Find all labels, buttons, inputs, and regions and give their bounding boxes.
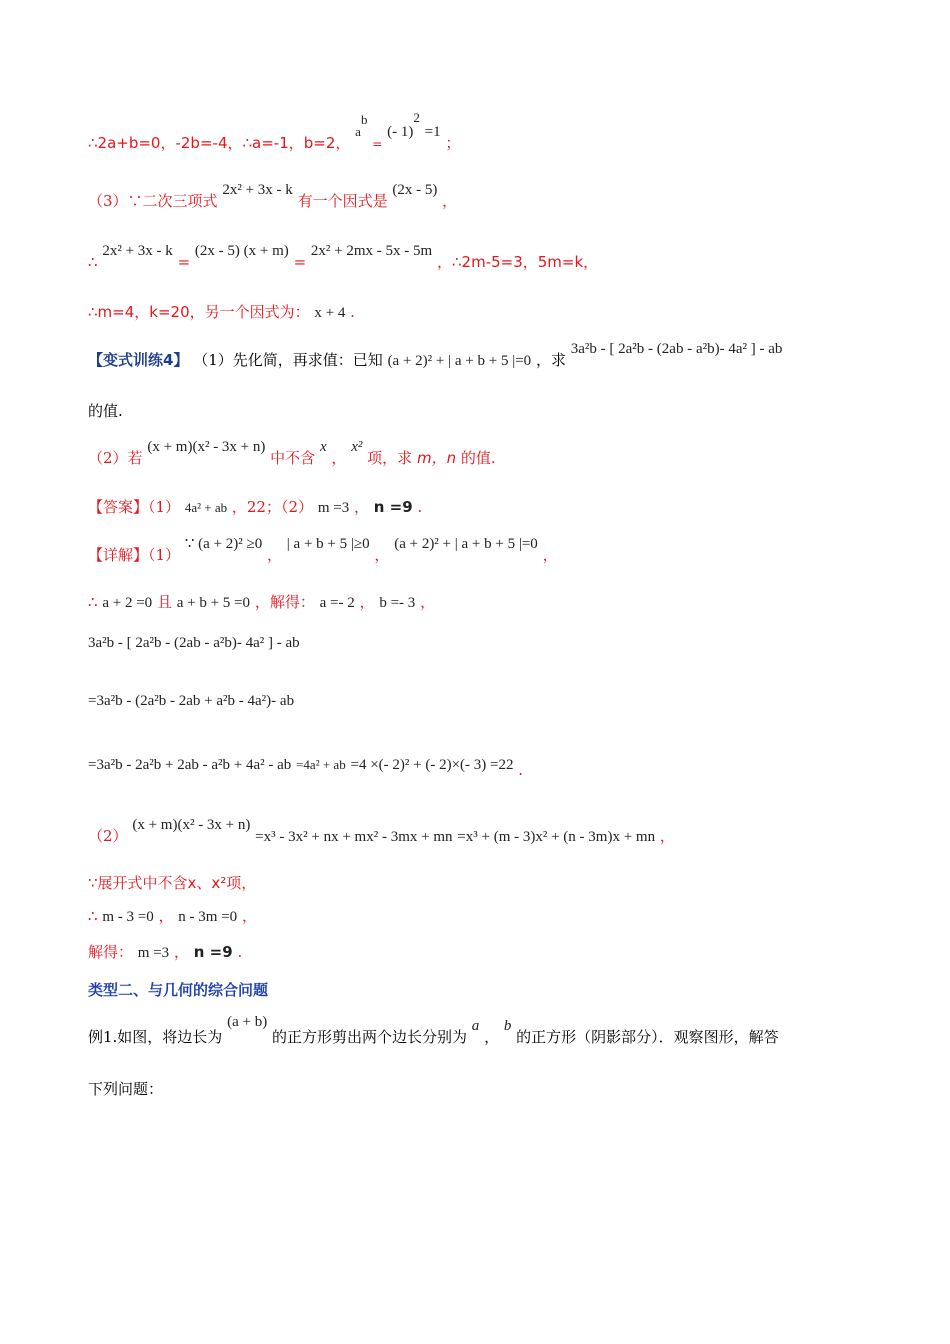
line-5: [88, 341, 783, 371]
text: 的值.: [88, 402, 123, 420]
math: b: [503, 1018, 512, 1034]
math: 2x² + 3x - k: [222, 182, 293, 198]
text: 的值.: [460, 449, 496, 467]
punct: .: [237, 943, 243, 961]
punct: ，: [267, 546, 283, 564]
math: n - 3m =0: [178, 909, 238, 925]
text: （3）∵二次三项式: [88, 192, 218, 210]
punct: ，: [659, 827, 675, 845]
text: ∴2a+b=0，-2b=-4，∴a=-1，b=2，: [88, 134, 351, 152]
punct: ，: [484, 1028, 500, 1046]
line-2: [88, 182, 458, 212]
eq: =: [372, 137, 383, 151]
math: a + b + 5 =0: [176, 595, 251, 611]
math: =4a² + ab: [296, 757, 346, 772]
line-6: [88, 401, 123, 421]
math: (x + m)(x² - 3x + n): [132, 817, 251, 833]
math: (a + 2)² + | a + b + 5 |=0: [387, 353, 532, 369]
text: m，n: [416, 449, 457, 467]
math: m - 3 =0: [102, 909, 154, 925]
line-13: [88, 754, 524, 779]
line-19: [88, 1014, 779, 1048]
eq: =: [293, 253, 307, 271]
math: ∵ (a + 2)² ≥0: [184, 536, 263, 552]
line-8: [88, 497, 422, 518]
text: ，22；（2）: [231, 498, 314, 516]
text: 【答案】（1）: [88, 498, 181, 516]
math: =3a²b - 2a²b + 2ab - a²b + 4a² - ab: [88, 757, 292, 773]
punct: ，: [374, 546, 390, 564]
line-1: [88, 110, 461, 154]
math: =x³ - 3x² + nx + mx² - 3mx + mn: [255, 829, 453, 845]
punct: ，: [420, 593, 436, 611]
punct: ；: [445, 134, 461, 152]
text: ∵展开式中不含x、x²项，: [88, 874, 257, 892]
line-3: [88, 243, 599, 273]
text: 的正方形（阴影部分）．观察图形，解答: [516, 1028, 779, 1046]
math: x: [319, 439, 327, 455]
text: ∴m=4，k=20，另一个因式为：: [88, 303, 310, 321]
math: (a + 2)² + | a + b + 5 |=0: [394, 536, 538, 552]
text: （2）若: [88, 449, 143, 467]
line-16: [88, 906, 257, 927]
eq: =: [177, 253, 191, 271]
line-15: [88, 873, 256, 893]
math-exp: 2: [413, 110, 420, 125]
math: m =3: [317, 500, 350, 516]
math: 4a² + ab: [184, 500, 228, 515]
section-heading: [88, 980, 268, 1000]
math: | a + b + 5 |≥0: [286, 536, 370, 552]
math: a: [471, 1018, 480, 1034]
line-20: [88, 1079, 163, 1099]
text: ∴: [88, 253, 98, 271]
math: =3a²b - (2a²b - 2ab + a²b - 4a²)- ab: [88, 693, 295, 709]
math: m =3: [137, 945, 170, 961]
math: a: [355, 124, 361, 139]
punct: ，: [353, 498, 369, 516]
math: (- 1): [387, 124, 414, 140]
text: 类型二、与几何的综合问题: [88, 981, 269, 999]
line-14: [88, 817, 675, 847]
text: （2）: [88, 827, 128, 845]
punct: ，: [158, 907, 174, 925]
text: ，解得：: [254, 593, 315, 611]
text: 的正方形剪出两个边长分别为: [271, 1028, 467, 1046]
math: a + 2 =0: [102, 595, 153, 611]
text: 【详解】（1）: [88, 546, 181, 564]
text: ∴: [88, 593, 98, 611]
line-7: [88, 439, 496, 469]
text: ∴: [88, 907, 98, 925]
math: a =- 2: [319, 595, 355, 611]
math: 2x² + 2mx - 5x - 5m: [310, 243, 433, 259]
punct: .: [417, 498, 423, 516]
text: 且: [156, 593, 172, 611]
section-title: 【变式训练4】: [88, 351, 189, 369]
punct: .: [518, 761, 524, 779]
math: =4 ×(- 2)² + (- 2)×(- 3) =22: [350, 757, 514, 773]
line-9: [88, 536, 558, 566]
punct: ，: [331, 449, 347, 467]
line-17: [88, 942, 242, 963]
text: 有一个因式是: [297, 192, 388, 210]
punct: ，: [241, 907, 257, 925]
text: （1）先化简，再求值：已知: [193, 351, 383, 369]
text: 例1.如图，将边长为: [88, 1028, 223, 1046]
line-4: [88, 302, 355, 323]
text: 解得：: [88, 943, 134, 961]
math: (x + m)(x² - 3x + n): [147, 439, 266, 455]
math: b =- 3: [379, 595, 416, 611]
text: ，∴2m-5=3，5m=k，: [437, 253, 599, 271]
line-12: [88, 690, 294, 711]
text: 下列问题：: [88, 1080, 164, 1098]
punct: ，: [359, 593, 375, 611]
math: =x³ + (m - 3)x² + (n - 3m)x + mn: [457, 829, 656, 845]
math: 3a²b - [ 2a²b - (2ab - a²b)- 4a² ] - ab: [88, 635, 300, 651]
line-10: [88, 592, 435, 613]
line-11: [88, 632, 300, 653]
math: x + 4: [314, 305, 346, 321]
math: n =9: [373, 498, 413, 516]
math: (a + b): [227, 1014, 268, 1030]
math: 3a²b - [ 2a²b - (2ab - a²b)- 4a² ] - ab: [570, 341, 783, 357]
math: (2x - 5): [392, 182, 438, 198]
math: x²: [351, 439, 363, 455]
math: =1: [424, 124, 441, 140]
math: n =9: [193, 943, 233, 961]
math-exp: b: [360, 112, 368, 127]
punct: ，: [542, 546, 558, 564]
punct: ，: [442, 192, 458, 210]
math: (2x - 5) (x + m): [194, 243, 289, 259]
punct: ，: [173, 943, 189, 961]
text: 中不含: [270, 449, 316, 467]
text: 项，求: [367, 449, 413, 467]
math: 2x² + 3x - k: [102, 243, 173, 259]
punct: .: [350, 303, 355, 321]
text: ，求: [535, 351, 566, 369]
